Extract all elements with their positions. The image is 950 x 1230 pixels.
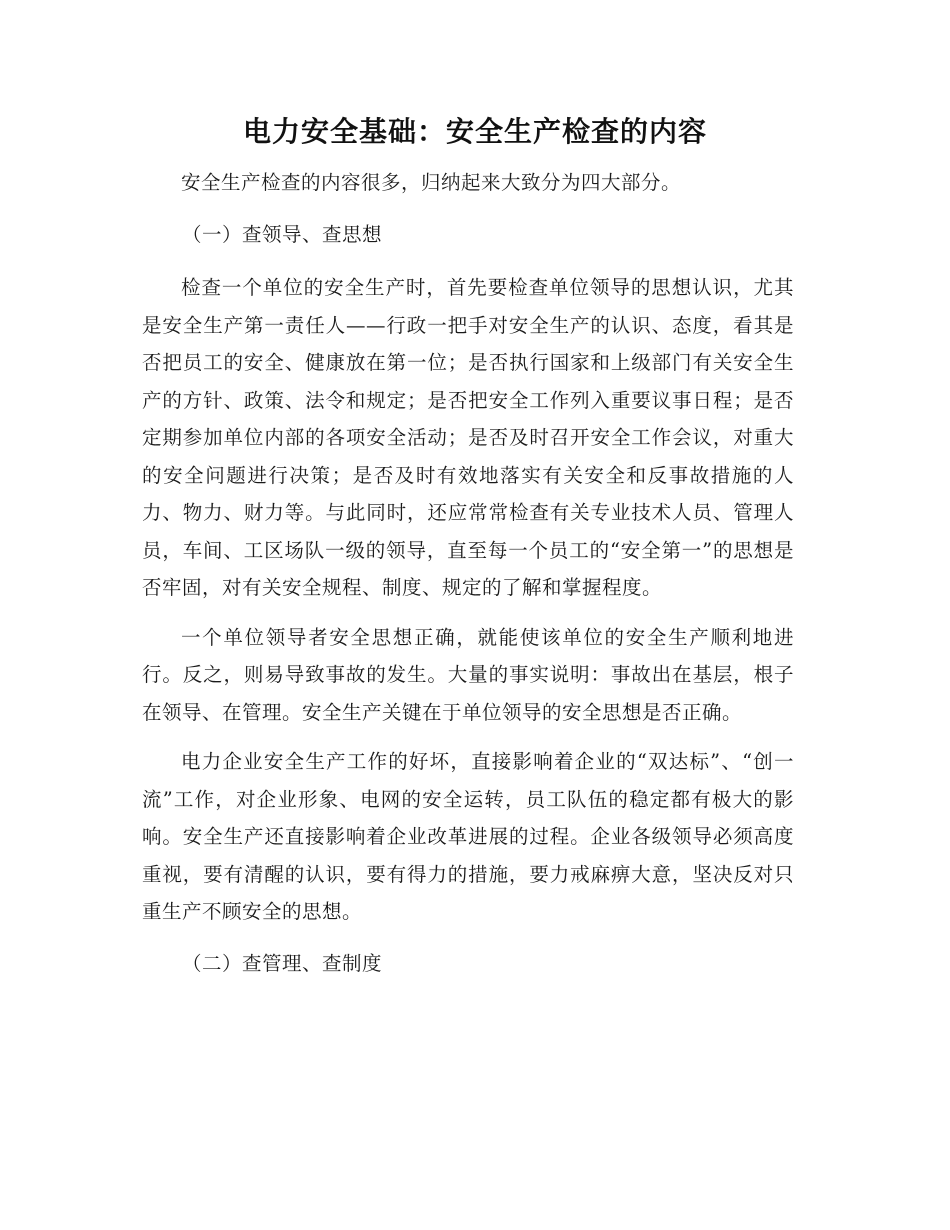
intro-paragraph: 安全生产检查的内容很多，归纳起来大致分为四大部分。 [181, 171, 682, 194]
document-body [142, 164, 794, 982]
section-heading-1: （一）查领导、查思想 [182, 222, 383, 246]
document-title: 电力安全基础：安全生产检查的内容 [242, 115, 707, 148]
body-paragraph-1: 检查一个单位的安全生产时，首先要检查单位领导的思想认识，尤其是安全生产第一责任人——行政一把手对安全生产的认识、态度，看其是否把员工的安全、健康放在第一位；是否执行国家和上级部门有关安全生产的方针、政策、法令和规定；是否把安全工作列入重要议事日程；是否定期参加单位内部的各项安全活动；是否及时召开安全工作会议，对重大的安全问题进行决策；是否及时有效地落实有关安全和反事故措施的人力、物力、财力等。与此同时，还应常常检查有关专业技术人员、管理人员，车间、工区场队一级的领导，直至每一个员工的“安全第一”的思想是否牢固，对有关安全规程、制度、规定的了解和掌握程度。 [142, 276, 794, 599]
body-paragraph-2: 一个单位领导者安全思想正确，就能使该单位的安全生产顺利地进行。反之，则易导致事故的发生。大量的事实说明：事故出在基层，根子在领导、在管理。安全生产关键在于单位领导的安全思想是否正确。 [142, 625, 794, 724]
body-paragraph-3: 电力企业安全生产工作的好坏，直接影响着企业的“双达标”、“创一流”工作，对企业形象、电网的安全运转，员工队伍的稳定都有极大的影响。安全生产还直接影响着企业改革进展的过程。企业各级领导必须高度重视，要有清醒的认识，要有得力的措施，要力戒麻痹大意，坚决反对只重生产不顾安全的思想。 [142, 750, 794, 923]
section-heading-2: （二）查管理、查制度 [182, 951, 383, 975]
